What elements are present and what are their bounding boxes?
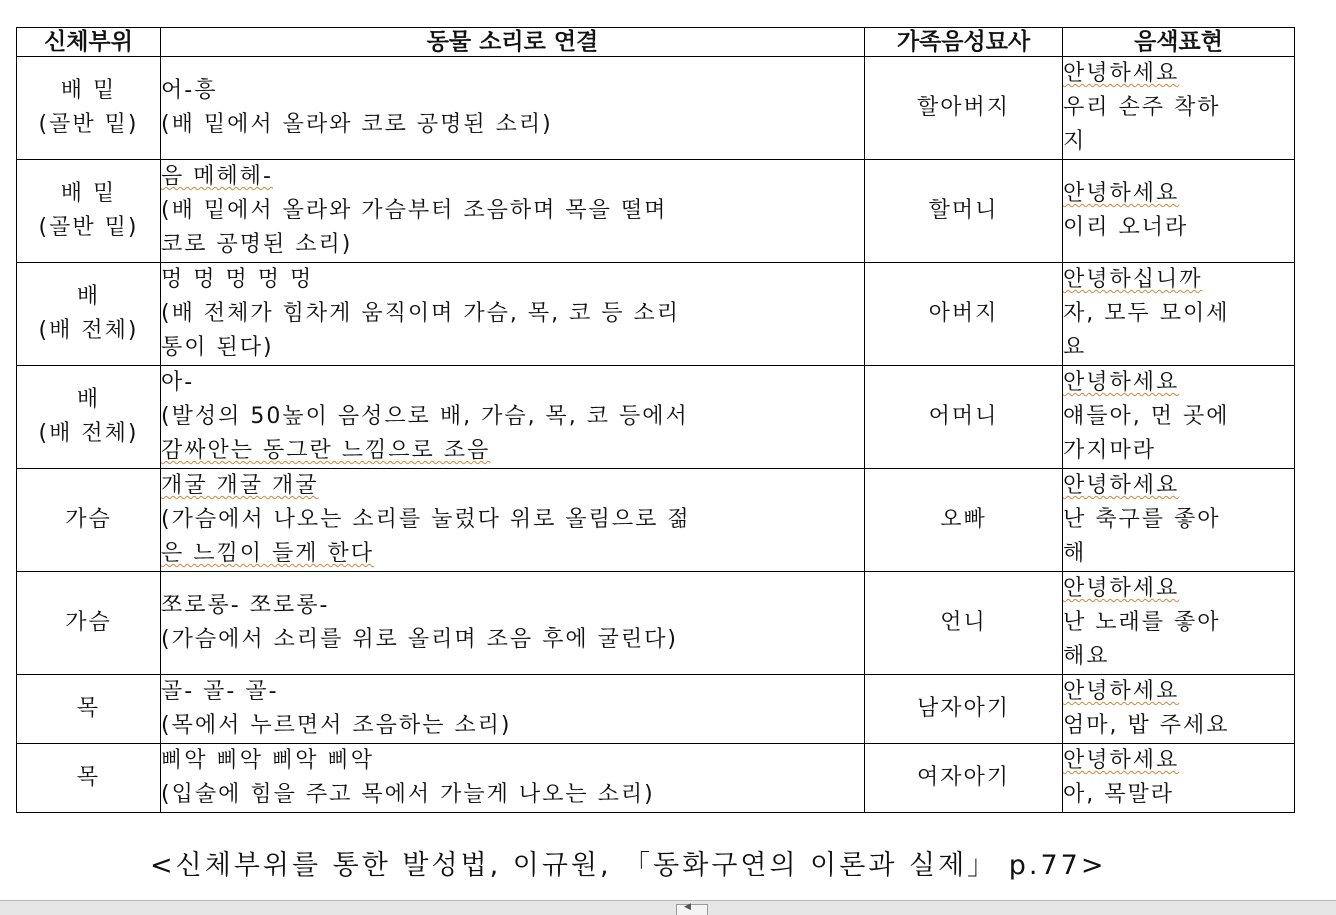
animal-sound-cell-line: 감싸안는 동그란 느낌으로 조음 — [161, 438, 491, 463]
family-voice-cell: 아버지 — [865, 263, 1063, 366]
table-row — [17, 675, 1295, 744]
tone-expression-cell — [1063, 57, 1295, 160]
body-part-cell-line: (골반 밑) — [38, 112, 139, 137]
animal-sound-cell — [161, 572, 865, 675]
vocal-method-table — [16, 27, 1295, 813]
table-row — [17, 263, 1295, 366]
tone-expression-cell-line: 난 노래를 좋아 — [1063, 610, 1221, 635]
family-voice-cell: 언니 — [865, 572, 1063, 675]
family-voice-cell: 어머니 — [865, 366, 1063, 469]
body-part-cell — [17, 744, 161, 813]
tone-expression-cell-line: 안녕하십니까 — [1063, 267, 1203, 292]
body-part-cell — [17, 675, 161, 744]
family-voice-cell: 오빠 — [865, 469, 1063, 572]
tone-expression-cell-line: 엄마, 밥 주세요 — [1063, 713, 1230, 738]
animal-sound-cell-line: (배 밑에서 올라와 가슴부터 조음하며 목을 떨며 — [161, 198, 668, 223]
animal-sound-cell — [161, 469, 865, 572]
animal-sound-cell-line: 어-흥 — [161, 78, 218, 103]
tone-expression-cell — [1063, 572, 1295, 675]
table-row — [17, 160, 1295, 263]
body-part-cell-line: 목 — [76, 696, 101, 721]
animal-sound-cell-line: (발성의 50높이 음성으로 배, 가슴, 목, 코 등에서 — [161, 404, 689, 429]
body-part-cell — [17, 160, 161, 263]
body-part-cell-line: 가슴 — [65, 610, 112, 635]
tone-expression-cell-line: 안녕하세요 — [1063, 473, 1180, 498]
family-voice-cell: 할머니 — [865, 160, 1063, 263]
family-voice-cell: 여자아기 — [865, 744, 1063, 813]
table-row — [17, 744, 1295, 813]
tone-expression-cell-line: 이리 오너라 — [1063, 215, 1189, 240]
table-row — [17, 366, 1295, 469]
tone-expression-cell-line: 안녕하세요 — [1063, 576, 1180, 601]
animal-sound-cell-line: 삐악 삐악 삐악 삐악 — [161, 748, 374, 773]
tone-expression-cell-line: 해요 — [1063, 644, 1110, 669]
tone-expression-cell — [1063, 675, 1295, 744]
animal-sound-cell-line: 은 느낌이 들게 한다 — [161, 541, 374, 566]
body-part-cell-line: 배 밑 — [60, 181, 117, 206]
animal-sound-cell-line: (목에서 누르면서 조음하는 소리) — [161, 713, 512, 738]
body-part-cell-line: 가슴 — [65, 507, 112, 532]
tone-expression-cell — [1063, 744, 1295, 813]
tone-expression-cell-line: 지 — [1063, 129, 1087, 154]
table-row — [17, 469, 1295, 572]
body-part-cell — [17, 572, 161, 675]
table-row — [17, 57, 1295, 160]
body-part-cell — [17, 366, 161, 469]
animal-sound-cell-line: 코로 공명된 소리) — [161, 232, 353, 257]
table-row — [17, 572, 1295, 675]
tone-expression-cell-line: 요 — [1063, 335, 1087, 360]
header-tone-expression: 음색표현 — [1063, 28, 1295, 57]
tone-expression-cell-line: 안녕하세요 — [1063, 181, 1180, 206]
scroll-left-arrow-icon[interactable]: ◀ — [684, 902, 691, 912]
animal-sound-cell-line: (가슴에서 소리를 위로 올리며 조음 후에 굴린다) — [161, 627, 678, 652]
horizontal-scrollbar[interactable] — [0, 900, 1336, 915]
body-part-cell — [17, 57, 161, 160]
body-part-cell-line: 배 — [76, 387, 101, 412]
source-caption: <신체부위를 통한 발성법, 이규원, 「동화구연의 이론과 실제」 p.77> — [150, 850, 1107, 881]
tone-expression-cell-line: 해 — [1063, 541, 1087, 566]
header-body-part: 신체부위 — [17, 28, 161, 57]
animal-sound-cell-line: 아- — [161, 370, 195, 395]
tone-expression-cell-line: 얘들아, 먼 곳에 — [1063, 404, 1230, 429]
tone-expression-cell — [1063, 263, 1295, 366]
tone-expression-cell-line: 난 축구를 좋아 — [1063, 507, 1221, 532]
tone-expression-cell-line: 안녕하세요 — [1063, 748, 1180, 773]
body-part-cell-line: 배 — [76, 284, 101, 309]
tone-expression-cell — [1063, 469, 1295, 572]
tone-expression-cell — [1063, 160, 1295, 263]
tone-expression-cell-line: 안녕하세요 — [1063, 370, 1180, 395]
animal-sound-cell-line: 음 메헤헤- — [161, 164, 273, 189]
body-part-cell-line: (배 전체) — [38, 318, 139, 343]
tone-expression-cell-line: 안녕하세요 — [1063, 61, 1180, 86]
body-part-cell-line: (골반 밑) — [38, 215, 139, 240]
animal-sound-cell-line: (입술에 힘을 주고 목에서 가늘게 나오는 소리) — [161, 782, 655, 807]
tone-expression-cell-line: 자, 모두 모이세 — [1063, 301, 1230, 326]
tone-expression-cell-line: 아, 목말라 — [1063, 782, 1174, 807]
body-part-cell-line: 배 밑 — [60, 78, 117, 103]
tone-expression-cell-line: 우리 손주 착하 — [1063, 95, 1221, 120]
body-part-cell — [17, 469, 161, 572]
animal-sound-cell — [161, 57, 865, 160]
animal-sound-cell-line: 멍 멍 멍 멍 멍 — [161, 267, 314, 292]
header-family-voice: 가족음성묘사 — [865, 28, 1063, 57]
animal-sound-cell — [161, 675, 865, 744]
animal-sound-cell-line: 통이 된다) — [161, 335, 274, 360]
table-header-row — [17, 28, 1295, 57]
animal-sound-cell — [161, 744, 865, 813]
header-animal-sound: 동물 소리로 연결 — [161, 28, 865, 57]
scrollbar-thumb[interactable] — [676, 904, 708, 915]
body-part-cell — [17, 263, 161, 366]
family-voice-cell: 남자아기 — [865, 675, 1063, 744]
animal-sound-cell — [161, 263, 865, 366]
animal-sound-cell-line: 쪼로롱- 쪼로롱- — [161, 593, 330, 618]
animal-sound-cell-line: 개굴 개굴 개굴 — [161, 473, 319, 498]
tone-expression-cell-line: 가지마라 — [1063, 438, 1157, 463]
animal-sound-cell — [161, 160, 865, 263]
animal-sound-cell-line: (배 밑에서 올라와 코로 공명된 소리) — [161, 112, 553, 137]
tone-expression-cell-line: 안녕하세요 — [1063, 679, 1180, 704]
family-voice-cell: 할아버지 — [865, 57, 1063, 160]
tone-expression-cell — [1063, 366, 1295, 469]
animal-sound-cell-line: (배 전체가 힘차게 움직이며 가슴, 목, 코 등 소리 — [161, 301, 681, 326]
animal-sound-cell — [161, 366, 865, 469]
body-part-cell-line: 목 — [76, 765, 101, 790]
animal-sound-cell-line: 골- 골- 골- — [161, 679, 279, 704]
animal-sound-cell-line: (가슴에서 나오는 소리를 눌렀다 위로 올림으로 젊 — [161, 507, 691, 532]
body-part-cell-line: (배 전체) — [38, 421, 139, 446]
